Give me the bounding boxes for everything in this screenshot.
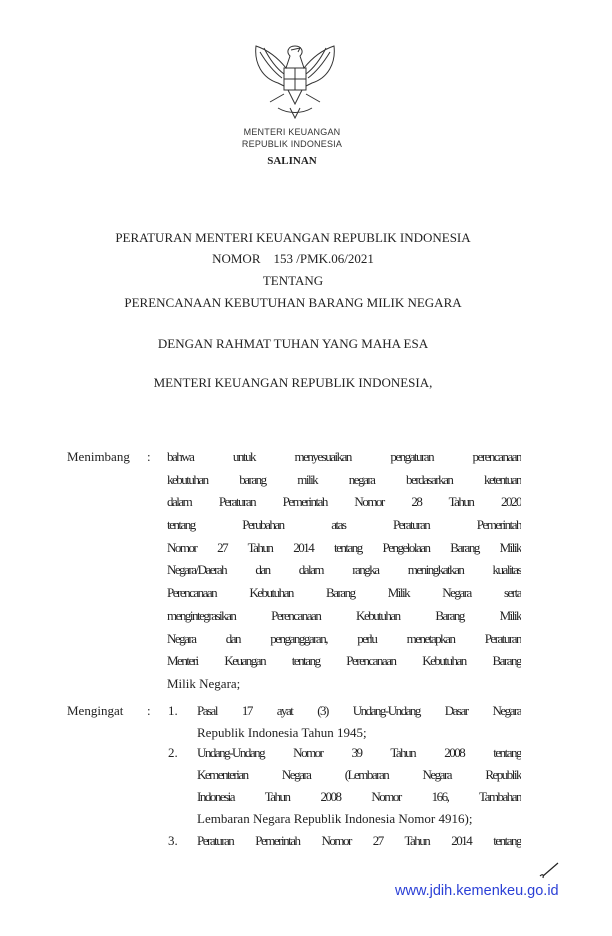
text-line: Peraturan Pemerintah Nomor 27 Tahun 2014 tentang xyxy=(197,833,521,848)
item-number: 3. xyxy=(168,833,178,848)
jdih-website-link[interactable]: www.jdih.kemenkeu.go.id xyxy=(395,883,559,899)
text-line: Negara/Daerah dan dalam rangka meningkatkan kualitas xyxy=(167,562,521,578)
regulation-number: NOMOR 153 /PMK.06/2021 xyxy=(212,251,374,266)
text-line: Negara dan penganggaran, perlu menetapkan Peraturan xyxy=(167,630,521,646)
text-line: dalam Peraturan Pemerintah Nomor 28 Tahun 2020 xyxy=(167,494,521,510)
garuda-emblem-icon xyxy=(248,38,342,122)
regulation-title: PERATURAN MENTERI KEUANGAN REPUBLIK INDONESIA xyxy=(115,230,471,245)
text-line: Nomor 27 Tahun 2014 tentang Pengelolaan Barang Milik xyxy=(167,539,521,555)
text-line: Lembaran Negara Republik Indonesia Nomor 4916); xyxy=(197,811,473,826)
institution-line-1: MENTERI KEUANGAN xyxy=(243,127,341,137)
invocation: DENGAN RAHMAT TUHAN YANG MAHA ESA xyxy=(157,336,429,351)
institution-line-2: REPUBLIK INDONESIA xyxy=(241,139,343,149)
mengingat-item-1 xyxy=(197,703,521,747)
item-number: 2. xyxy=(168,745,178,760)
mengingat-item-2 xyxy=(197,745,521,833)
text-line: bahwa untuk menyesuaikan pengaturan perencanaan xyxy=(167,449,521,464)
text-line: mengintegrasikan Perencanaan Kebutuhan Barang Milik xyxy=(167,607,521,623)
text-line: Menteri Keuangan tentang Perencanaan Kebutuhan Barang xyxy=(167,653,521,669)
text-line: Indonesia Tahun 2008 Nomor 166, Tambahan xyxy=(197,789,521,804)
salinan-stamp: SALINAN xyxy=(267,155,317,167)
menimbang-label: Menimbang xyxy=(67,449,130,464)
text-line: Kementerian Negara (Lembaran Negara Republik xyxy=(197,767,521,782)
text-line: tentang Perubahan atas Peraturan Pemerintah xyxy=(167,517,521,533)
mengingat-item-3 xyxy=(197,833,521,855)
text-line: Undang-Undang Nomor 39 Tahun 2008 tentang xyxy=(197,745,521,760)
item-number: 1. xyxy=(168,703,178,718)
text-line: kebutuhan barang milik negara berdasarkan ketentuan xyxy=(167,471,521,487)
text-line: Milik Negara; xyxy=(167,675,241,691)
menimbang-paragraph xyxy=(167,449,521,699)
text-line: Pasal 17 ayat (3) Undang-Undang Dasar Negara xyxy=(197,703,521,718)
mengingat-label: Mengingat xyxy=(67,703,124,718)
issuer-heading: MENTERI KEUANGAN REPUBLIK INDONESIA, xyxy=(153,375,433,390)
text-line: Perencanaan Kebutuhan Barang Milik Negara serta xyxy=(167,585,521,601)
initial-paraf-icon xyxy=(536,860,560,882)
text-line: Republik Indonesia Tahun 1945; xyxy=(197,725,367,740)
mengingat-colon: : xyxy=(147,703,151,718)
regulation-subject: PERENCANAAN KEBUTUHAN BARANG MILIK NEGARA xyxy=(124,295,462,310)
menimbang-colon: : xyxy=(147,449,151,464)
tentang-heading: TENTANG xyxy=(262,273,324,288)
